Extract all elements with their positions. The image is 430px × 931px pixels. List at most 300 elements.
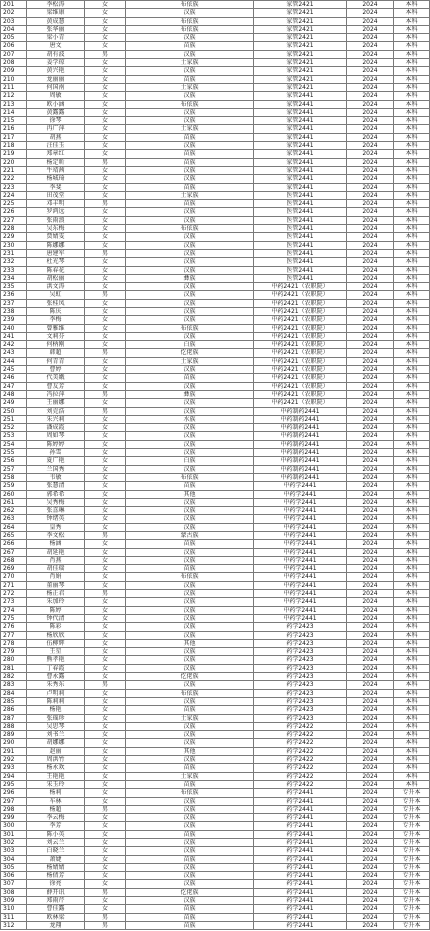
year-cell: 2024 bbox=[347, 722, 394, 730]
table-row bbox=[1, 656, 430, 664]
level-cell: 专升本 bbox=[394, 847, 430, 855]
level-cell: 本科 bbox=[394, 117, 430, 125]
class-cell: 医管2441 bbox=[254, 191, 347, 199]
ethnicity-cell: 土家族 bbox=[126, 191, 254, 199]
name-cell: 董丽琴 bbox=[27, 581, 85, 589]
row-index-cell: 264 bbox=[1, 523, 27, 531]
name-cell: 杨定昕 bbox=[27, 158, 85, 166]
year-cell: 2024 bbox=[347, 225, 394, 233]
year-cell: 2024 bbox=[347, 50, 394, 58]
row-index-cell: 294 bbox=[1, 772, 27, 780]
name-cell: 刘书兰 bbox=[27, 731, 85, 739]
name-cell: 陈小英 bbox=[27, 830, 85, 838]
gender-cell: 男 bbox=[85, 888, 126, 896]
table-row bbox=[1, 449, 430, 457]
year-cell: 2024 bbox=[347, 797, 394, 805]
row-index-cell: 286 bbox=[1, 706, 27, 714]
name-cell: 冉广萍 bbox=[27, 125, 85, 133]
row-index-cell: 203 bbox=[1, 17, 27, 25]
level-cell: 本科 bbox=[394, 75, 430, 83]
level-cell: 本科 bbox=[394, 697, 430, 705]
year-cell: 2024 bbox=[347, 357, 394, 365]
year-cell: 2024 bbox=[347, 482, 394, 490]
name-cell: 熊孝艳 bbox=[27, 656, 85, 664]
name-cell: 王丽娜 bbox=[27, 399, 85, 407]
ethnicity-cell: 汉族 bbox=[126, 556, 254, 564]
class-cell: 家管2421 bbox=[254, 42, 347, 50]
name-cell: 曹友芳 bbox=[27, 382, 85, 390]
gender-cell: 女 bbox=[85, 905, 126, 913]
class-cell: 医管2441 bbox=[254, 216, 347, 224]
table-row bbox=[1, 233, 430, 241]
gender-cell: 男 bbox=[85, 390, 126, 398]
name-cell: 黄露露 bbox=[27, 108, 85, 116]
table-row bbox=[1, 565, 430, 573]
table-row bbox=[1, 532, 430, 540]
class-cell: 医管2441 bbox=[254, 258, 347, 266]
row-index-cell: 228 bbox=[1, 225, 27, 233]
name-cell: 李文松 bbox=[27, 532, 85, 540]
row-index-cell: 252 bbox=[1, 424, 27, 432]
gender-cell: 女 bbox=[85, 216, 126, 224]
class-cell: 药学2441 bbox=[254, 897, 347, 905]
table-row bbox=[1, 191, 430, 199]
row-index-cell: 260 bbox=[1, 490, 27, 498]
table-row bbox=[1, 631, 430, 639]
name-cell: 白晓兰 bbox=[27, 847, 85, 855]
name-cell: 丁春霞 bbox=[27, 664, 85, 672]
row-index-cell: 306 bbox=[1, 872, 27, 880]
table-row bbox=[1, 722, 430, 730]
level-cell: 本科 bbox=[394, 50, 430, 58]
gender-cell: 女 bbox=[85, 324, 126, 332]
table-row bbox=[1, 324, 430, 332]
row-index-cell: 296 bbox=[1, 789, 27, 797]
ethnicity-cell: 土家族 bbox=[126, 83, 254, 91]
table-row bbox=[1, 872, 430, 880]
level-cell: 本科 bbox=[394, 83, 430, 91]
name-cell: 洪文涛 bbox=[27, 283, 85, 291]
ethnicity-cell: 苗族 bbox=[126, 706, 254, 714]
class-cell: 中药制药2441 bbox=[254, 424, 347, 432]
level-cell: 本科 bbox=[394, 565, 430, 573]
gender-cell: 女 bbox=[85, 556, 126, 564]
table-row bbox=[1, 897, 430, 905]
class-cell: 药学2423 bbox=[254, 664, 347, 672]
row-index-cell: 205 bbox=[1, 34, 27, 42]
ethnicity-cell: 仡佬族 bbox=[126, 349, 254, 357]
name-cell: 宋玉玲 bbox=[27, 780, 85, 788]
name-cell: 何国南 bbox=[27, 83, 85, 91]
ethnicity-cell: 汉族 bbox=[126, 897, 254, 905]
table-row bbox=[1, 814, 430, 822]
year-cell: 2024 bbox=[347, 432, 394, 440]
level-cell: 本科 bbox=[394, 183, 430, 191]
year-cell: 2024 bbox=[347, 332, 394, 340]
year-cell: 2024 bbox=[347, 697, 394, 705]
class-cell: 中药学2441 bbox=[254, 614, 347, 622]
year-cell: 2024 bbox=[347, 117, 394, 125]
table-row bbox=[1, 921, 430, 929]
class-cell: 家管2421 bbox=[254, 75, 347, 83]
year-cell: 2024 bbox=[347, 34, 394, 42]
name-cell: 田茂堂 bbox=[27, 191, 85, 199]
gender-cell: 女 bbox=[85, 573, 126, 581]
name-cell: 贾婧雯 bbox=[27, 233, 85, 241]
class-cell: 药学2423 bbox=[254, 714, 347, 722]
row-index-cell: 226 bbox=[1, 208, 27, 216]
year-cell: 2024 bbox=[347, 598, 394, 606]
year-cell: 2024 bbox=[347, 905, 394, 913]
row-index-cell: 307 bbox=[1, 880, 27, 888]
name-cell: 皇秀 bbox=[27, 523, 85, 531]
row-index-cell: 242 bbox=[1, 341, 27, 349]
class-cell: 中药制药2441 bbox=[254, 473, 347, 481]
year-cell: 2024 bbox=[347, 1, 394, 9]
name-cell: 黄成慧 bbox=[27, 17, 85, 25]
name-cell: 牛靖茜 bbox=[27, 166, 85, 174]
level-cell: 本科 bbox=[394, 673, 430, 681]
name-cell: 兰国秀 bbox=[27, 465, 85, 473]
year-cell: 2024 bbox=[347, 913, 394, 921]
ethnicity-cell: 汉族 bbox=[126, 863, 254, 871]
name-cell: 李芳 bbox=[27, 822, 85, 830]
gender-cell: 女 bbox=[85, 606, 126, 614]
year-cell: 2024 bbox=[347, 756, 394, 764]
class-cell: 中药学2441 bbox=[254, 598, 347, 606]
level-cell: 本科 bbox=[394, 764, 430, 772]
level-cell: 专升本 bbox=[394, 814, 430, 822]
name-cell: 梁小青 bbox=[27, 34, 85, 42]
class-cell: 医管2441 bbox=[254, 225, 347, 233]
level-cell: 专升本 bbox=[394, 830, 430, 838]
year-cell: 2024 bbox=[347, 673, 394, 681]
row-index-cell: 266 bbox=[1, 540, 27, 548]
gender-cell: 女 bbox=[85, 415, 126, 423]
class-cell: 中药2421（农职院） bbox=[254, 324, 347, 332]
level-cell: 专升本 bbox=[394, 880, 430, 888]
level-cell: 本科 bbox=[394, 233, 430, 241]
gender-cell: 女 bbox=[85, 623, 126, 631]
name-cell: 徐亮 bbox=[27, 880, 85, 888]
gender-cell: 女 bbox=[85, 83, 126, 91]
level-cell: 本科 bbox=[394, 556, 430, 564]
row-index-cell: 237 bbox=[1, 299, 27, 307]
table-row bbox=[1, 407, 430, 415]
row-index-cell: 298 bbox=[1, 805, 27, 813]
ethnicity-cell: 汉族 bbox=[126, 648, 254, 656]
class-cell: 中药2421（农职院） bbox=[254, 332, 347, 340]
level-cell: 本科 bbox=[394, 598, 430, 606]
table-row bbox=[1, 523, 430, 531]
gender-cell: 女 bbox=[85, 283, 126, 291]
ethnicity-cell: 汉族 bbox=[126, 307, 254, 315]
year-cell: 2024 bbox=[347, 291, 394, 299]
name-cell: 陈彩 bbox=[27, 623, 85, 631]
year-cell: 2024 bbox=[347, 133, 394, 141]
year-cell: 2024 bbox=[347, 540, 394, 548]
gender-cell: 女 bbox=[85, 822, 126, 830]
table-row bbox=[1, 498, 430, 506]
row-index-cell: 309 bbox=[1, 897, 27, 905]
class-cell: 药学2441 bbox=[254, 855, 347, 863]
row-index-cell: 244 bbox=[1, 357, 27, 365]
gender-cell: 女 bbox=[85, 432, 126, 440]
gender-cell: 女 bbox=[85, 565, 126, 573]
name-cell: 龙丽丽 bbox=[27, 75, 85, 83]
ethnicity-cell: 汉族 bbox=[126, 623, 254, 631]
gender-cell: 女 bbox=[85, 440, 126, 448]
year-cell: 2024 bbox=[347, 855, 394, 863]
name-cell: 胡娜娜 bbox=[27, 739, 85, 747]
row-index-cell: 218 bbox=[1, 142, 27, 150]
row-index-cell: 204 bbox=[1, 25, 27, 33]
name-cell: 朱秀东 bbox=[27, 681, 85, 689]
gender-cell: 女 bbox=[85, 598, 126, 606]
year-cell: 2024 bbox=[347, 166, 394, 174]
gender-cell: 女 bbox=[85, 449, 126, 457]
ethnicity-cell: 苗族 bbox=[126, 374, 254, 382]
class-cell: 家管2441 bbox=[254, 150, 347, 158]
year-cell: 2024 bbox=[347, 780, 394, 788]
level-cell: 专升本 bbox=[394, 897, 430, 905]
year-cell: 2024 bbox=[347, 664, 394, 672]
table-row bbox=[1, 291, 430, 299]
ethnicity-cell: 苗族 bbox=[126, 158, 254, 166]
table-row bbox=[1, 673, 430, 681]
ethnicity-cell: 其他 bbox=[126, 639, 254, 647]
class-cell: 药学2441 bbox=[254, 888, 347, 896]
ethnicity-cell: 汉族 bbox=[126, 739, 254, 747]
ethnicity-cell: 汉族 bbox=[126, 606, 254, 614]
year-cell: 2024 bbox=[347, 689, 394, 697]
gender-cell: 女 bbox=[85, 457, 126, 465]
level-cell: 本科 bbox=[394, 490, 430, 498]
name-cell: 钟代清 bbox=[27, 614, 85, 622]
ethnicity-cell: 汉族 bbox=[126, 208, 254, 216]
year-cell: 2024 bbox=[347, 183, 394, 191]
row-index-cell: 220 bbox=[1, 158, 27, 166]
table-row bbox=[1, 623, 430, 631]
name-cell: 徐琴 bbox=[27, 117, 85, 125]
year-cell: 2024 bbox=[347, 424, 394, 432]
level-cell: 本科 bbox=[394, 332, 430, 340]
level-cell: 本科 bbox=[394, 623, 430, 631]
table-row bbox=[1, 847, 430, 855]
year-cell: 2024 bbox=[347, 407, 394, 415]
row-index-cell: 279 bbox=[1, 648, 27, 656]
ethnicity-cell: 土家族 bbox=[126, 357, 254, 365]
class-cell: 家管2441 bbox=[254, 158, 347, 166]
gender-cell: 女 bbox=[85, 756, 126, 764]
class-cell: 药学2423 bbox=[254, 673, 347, 681]
row-index-cell: 262 bbox=[1, 507, 27, 515]
class-cell: 中药2421（农职院） bbox=[254, 382, 347, 390]
year-cell: 2024 bbox=[347, 75, 394, 83]
table-row bbox=[1, 805, 430, 813]
ethnicity-cell: 水族 bbox=[126, 415, 254, 423]
gender-cell: 女 bbox=[85, 697, 126, 705]
ethnicity-cell: 布依族 bbox=[126, 324, 254, 332]
table-row bbox=[1, 399, 430, 407]
table-row bbox=[1, 59, 430, 67]
class-cell: 中药学2441 bbox=[254, 515, 347, 523]
table-row bbox=[1, 590, 430, 598]
class-cell: 药学2441 bbox=[254, 838, 347, 846]
name-cell: 周敏 bbox=[27, 92, 85, 100]
row-index-cell: 201 bbox=[1, 1, 27, 9]
table-row bbox=[1, 67, 430, 75]
gender-cell: 女 bbox=[85, 274, 126, 282]
ethnicity-cell: 汉族 bbox=[126, 498, 254, 506]
table-row bbox=[1, 465, 430, 473]
gender-cell: 女 bbox=[85, 722, 126, 730]
class-cell: 中药制药2441 bbox=[254, 432, 347, 440]
level-cell: 本科 bbox=[394, 9, 430, 17]
gender-cell: 男 bbox=[85, 249, 126, 257]
ethnicity-cell: 其他 bbox=[126, 490, 254, 498]
name-cell: 朱加玲 bbox=[27, 598, 85, 606]
year-cell: 2024 bbox=[347, 42, 394, 50]
year-cell: 2024 bbox=[347, 888, 394, 896]
gender-cell: 女 bbox=[85, 656, 126, 664]
row-index-cell: 251 bbox=[1, 415, 27, 423]
name-cell: 钟绪英 bbox=[27, 515, 85, 523]
table-row bbox=[1, 332, 430, 340]
table-row bbox=[1, 183, 430, 191]
year-cell: 2024 bbox=[347, 283, 394, 291]
level-cell: 本科 bbox=[394, 523, 430, 531]
level-cell: 本科 bbox=[394, 225, 430, 233]
row-index-cell: 304 bbox=[1, 855, 27, 863]
gender-cell: 男 bbox=[85, 532, 126, 540]
row-index-cell: 202 bbox=[1, 9, 27, 17]
year-cell: 2024 bbox=[347, 241, 394, 249]
year-cell: 2024 bbox=[347, 814, 394, 822]
class-cell: 药学2423 bbox=[254, 706, 347, 714]
gender-cell: 男 bbox=[85, 50, 126, 58]
ethnicity-cell: 苗族 bbox=[126, 133, 254, 141]
year-cell: 2024 bbox=[347, 208, 394, 216]
ethnicity-cell: 汉族 bbox=[126, 166, 254, 174]
ethnicity-cell: 汉族 bbox=[126, 50, 254, 58]
class-cell: 家管2441 bbox=[254, 92, 347, 100]
table-row bbox=[1, 382, 430, 390]
table-row bbox=[1, 166, 430, 174]
ethnicity-cell: 白族 bbox=[126, 341, 254, 349]
level-cell: 本科 bbox=[394, 432, 430, 440]
ethnicity-cell: 苗族 bbox=[126, 780, 254, 788]
level-cell: 本科 bbox=[394, 25, 430, 33]
level-cell: 本科 bbox=[394, 482, 430, 490]
name-cell: 车林 bbox=[27, 797, 85, 805]
year-cell: 2024 bbox=[347, 382, 394, 390]
name-cell: 吴秀梅 bbox=[27, 498, 85, 506]
year-cell: 2024 bbox=[347, 556, 394, 564]
level-cell: 本科 bbox=[394, 664, 430, 672]
table-row bbox=[1, 390, 430, 398]
gender-cell: 女 bbox=[85, 100, 126, 108]
level-cell: 本科 bbox=[394, 208, 430, 216]
ethnicity-cell: 仡佬族 bbox=[126, 673, 254, 681]
year-cell: 2024 bbox=[347, 266, 394, 274]
year-cell: 2024 bbox=[347, 838, 394, 846]
table-row bbox=[1, 739, 430, 747]
level-cell: 本科 bbox=[394, 258, 430, 266]
ethnicity-cell: 布依族 bbox=[126, 689, 254, 697]
table-row bbox=[1, 341, 430, 349]
gender-cell: 女 bbox=[85, 482, 126, 490]
name-cell: 杨涵 bbox=[27, 540, 85, 548]
table-row bbox=[1, 797, 430, 805]
table-row bbox=[1, 200, 430, 208]
ethnicity-cell: 汉族 bbox=[126, 142, 254, 150]
class-cell: 中药2421（农职院） bbox=[254, 390, 347, 398]
year-cell: 2024 bbox=[347, 473, 394, 481]
ethnicity-cell: 汉族 bbox=[126, 249, 254, 257]
row-index-cell: 289 bbox=[1, 731, 27, 739]
table-row bbox=[1, 283, 430, 291]
table-row bbox=[1, 548, 430, 556]
year-cell: 2024 bbox=[347, 830, 394, 838]
year-cell: 2024 bbox=[347, 764, 394, 772]
table-row bbox=[1, 913, 430, 921]
gender-cell: 女 bbox=[85, 498, 126, 506]
name-cell: 杨欣欣 bbox=[27, 631, 85, 639]
gender-cell: 女 bbox=[85, 225, 126, 233]
row-index-cell: 238 bbox=[1, 307, 27, 315]
gender-cell: 女 bbox=[85, 108, 126, 116]
year-cell: 2024 bbox=[347, 108, 394, 116]
class-cell: 药学2441 bbox=[254, 805, 347, 813]
level-cell: 本科 bbox=[394, 706, 430, 714]
class-cell: 药学2441 bbox=[254, 814, 347, 822]
level-cell: 专升本 bbox=[394, 789, 430, 797]
ethnicity-cell: 汉族 bbox=[126, 424, 254, 432]
name-cell: 陈婷 bbox=[27, 606, 85, 614]
ethnicity-cell: 汉族 bbox=[126, 814, 254, 822]
name-cell: 潘成霞 bbox=[27, 424, 85, 432]
ethnicity-cell: 汉族 bbox=[126, 316, 254, 324]
year-cell: 2024 bbox=[347, 515, 394, 523]
level-cell: 专升本 bbox=[394, 822, 430, 830]
level-cell: 本科 bbox=[394, 399, 430, 407]
year-cell: 2024 bbox=[347, 714, 394, 722]
level-cell: 本科 bbox=[394, 42, 430, 50]
level-cell: 本科 bbox=[394, 241, 430, 249]
name-cell: 龙翔 bbox=[27, 921, 85, 929]
year-cell: 2024 bbox=[347, 548, 394, 556]
level-cell: 本科 bbox=[394, 1, 430, 9]
ethnicity-cell: 仡佬族 bbox=[126, 888, 254, 896]
class-cell: 医管2441 bbox=[254, 241, 347, 249]
table-row bbox=[1, 133, 430, 141]
year-cell: 2024 bbox=[347, 125, 394, 133]
row-index-cell: 222 bbox=[1, 175, 27, 183]
year-cell: 2024 bbox=[347, 565, 394, 573]
class-cell: 家管2421 bbox=[254, 59, 347, 67]
class-cell: 药学2422 bbox=[254, 764, 347, 772]
year-cell: 2024 bbox=[347, 465, 394, 473]
level-cell: 本科 bbox=[394, 274, 430, 282]
row-index-cell: 247 bbox=[1, 382, 27, 390]
table-row bbox=[1, 316, 430, 324]
year-cell: 2024 bbox=[347, 150, 394, 158]
class-cell: 中药2421（农职院） bbox=[254, 299, 347, 307]
level-cell: 本科 bbox=[394, 681, 430, 689]
table-row bbox=[1, 888, 430, 896]
table-row bbox=[1, 266, 430, 274]
